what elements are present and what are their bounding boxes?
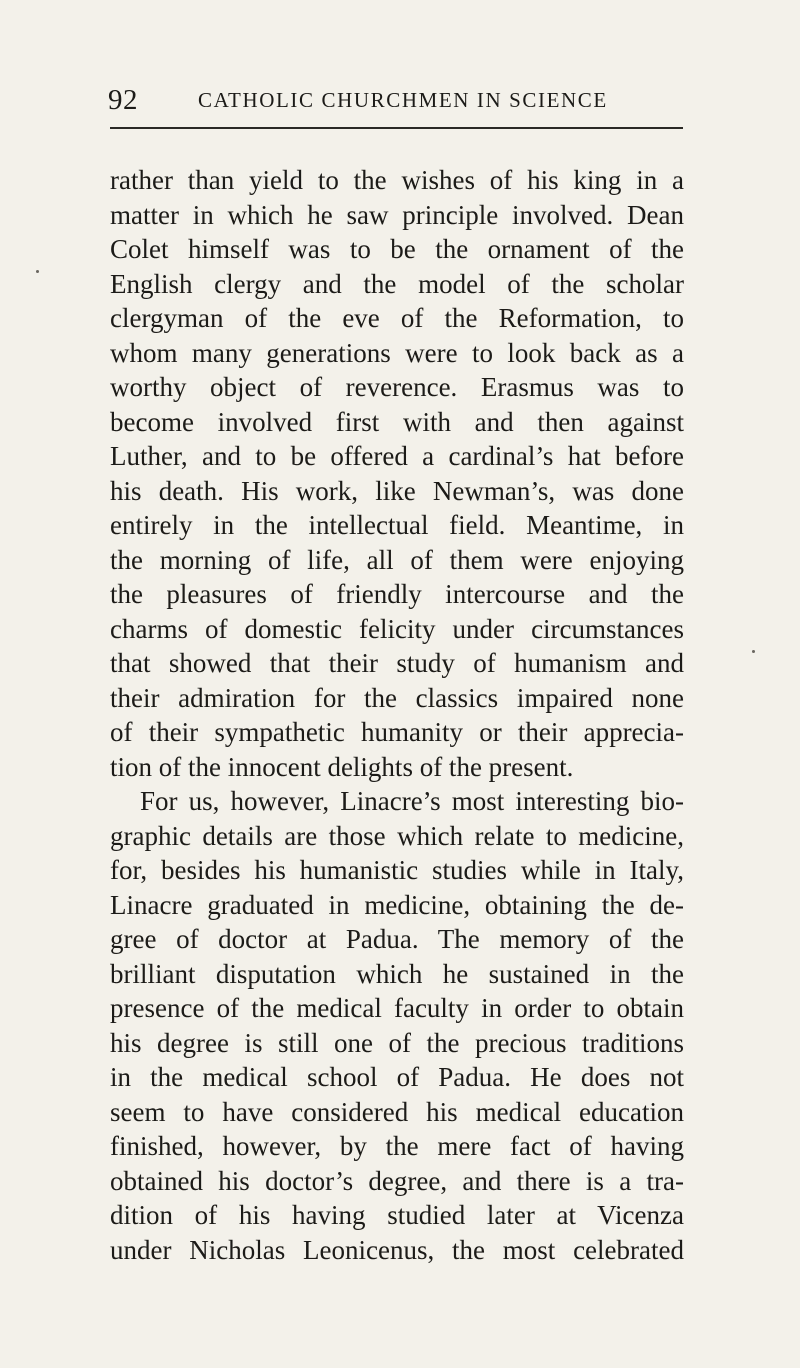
header-rule (110, 127, 683, 129)
text-line: English clergy and the model of the scholar (110, 268, 684, 299)
running-title: CATHOLIC CHURCHMEN IN SCIENCE (198, 88, 608, 112)
paper-speck (752, 650, 755, 653)
text-line: obtained his doctor’s degree, and there is a tra- (110, 1165, 684, 1196)
text-line: brilliant disputation which he sustained in the (110, 958, 684, 989)
text-line: become involved first with and then against (110, 406, 684, 437)
paragraph-end-line: tion of the innocent delights of the present. (110, 751, 574, 782)
paragraph-start-line: For us, however, Linacre’s most interesting bio- (140, 786, 684, 816)
text-line: Linacre graduated in medicine, obtaining the de- (110, 889, 684, 920)
text-line: for, besides his humanistic studies while in Italy, (110, 855, 684, 885)
text-line: presence of the medical faculty in order to obtain (110, 993, 684, 1023)
paper-speck (36, 270, 39, 273)
text-line: the pleasures of friendly intercourse and the (110, 579, 684, 609)
text-line: his degree is still one of the precious traditions (110, 1027, 684, 1058)
text-line: whom many generations were to look back as a (110, 337, 684, 368)
page-number: 92 (108, 84, 138, 116)
text-line: charms of domestic felicity under circumstances (110, 613, 684, 644)
text-line: seem to have considered his medical education (110, 1096, 684, 1127)
text-line: rather than yield to the wishes of his king in a (110, 165, 684, 195)
text-line: his death. His work, like Newman’s, was done (110, 475, 684, 506)
text-line: matter in which he saw principle involved. Dean (110, 199, 684, 230)
text-line: clergyman of the eve of the Reformation, to (110, 303, 684, 333)
body-text (110, 163, 684, 1267)
running-head (108, 84, 688, 124)
text-line: that showed that their study of humanism and (110, 648, 684, 678)
text-line: entirely in the intellectual field. Meantime, in (110, 510, 684, 540)
text-line: graphic details are those which relate to medicine, (110, 820, 684, 851)
text-line: finished, however, by the mere fact of having (110, 1131, 684, 1161)
text-line: the morning of life, all of them were enjoying (110, 544, 684, 575)
text-line: Colet himself was to be the ornament of the (110, 234, 684, 264)
text-line: in the medical school of Padua. He does not (110, 1062, 684, 1092)
text-line: their admiration for the classics impaired none (110, 682, 684, 713)
text-line: under Nicholas Leonicenus, the most celebrated (110, 1234, 684, 1265)
text-line: worthy object of reverence. Erasmus was to (110, 372, 684, 402)
text-line: Luther, and to be offered a cardinal’s hat before (110, 441, 684, 471)
text-line: of their sympathetic humanity or their apprecia- (110, 717, 684, 747)
text-line: dition of his having studied later at Vicenza (110, 1200, 684, 1230)
text-line: gree of doctor at Padua. The memory of the (110, 924, 684, 954)
